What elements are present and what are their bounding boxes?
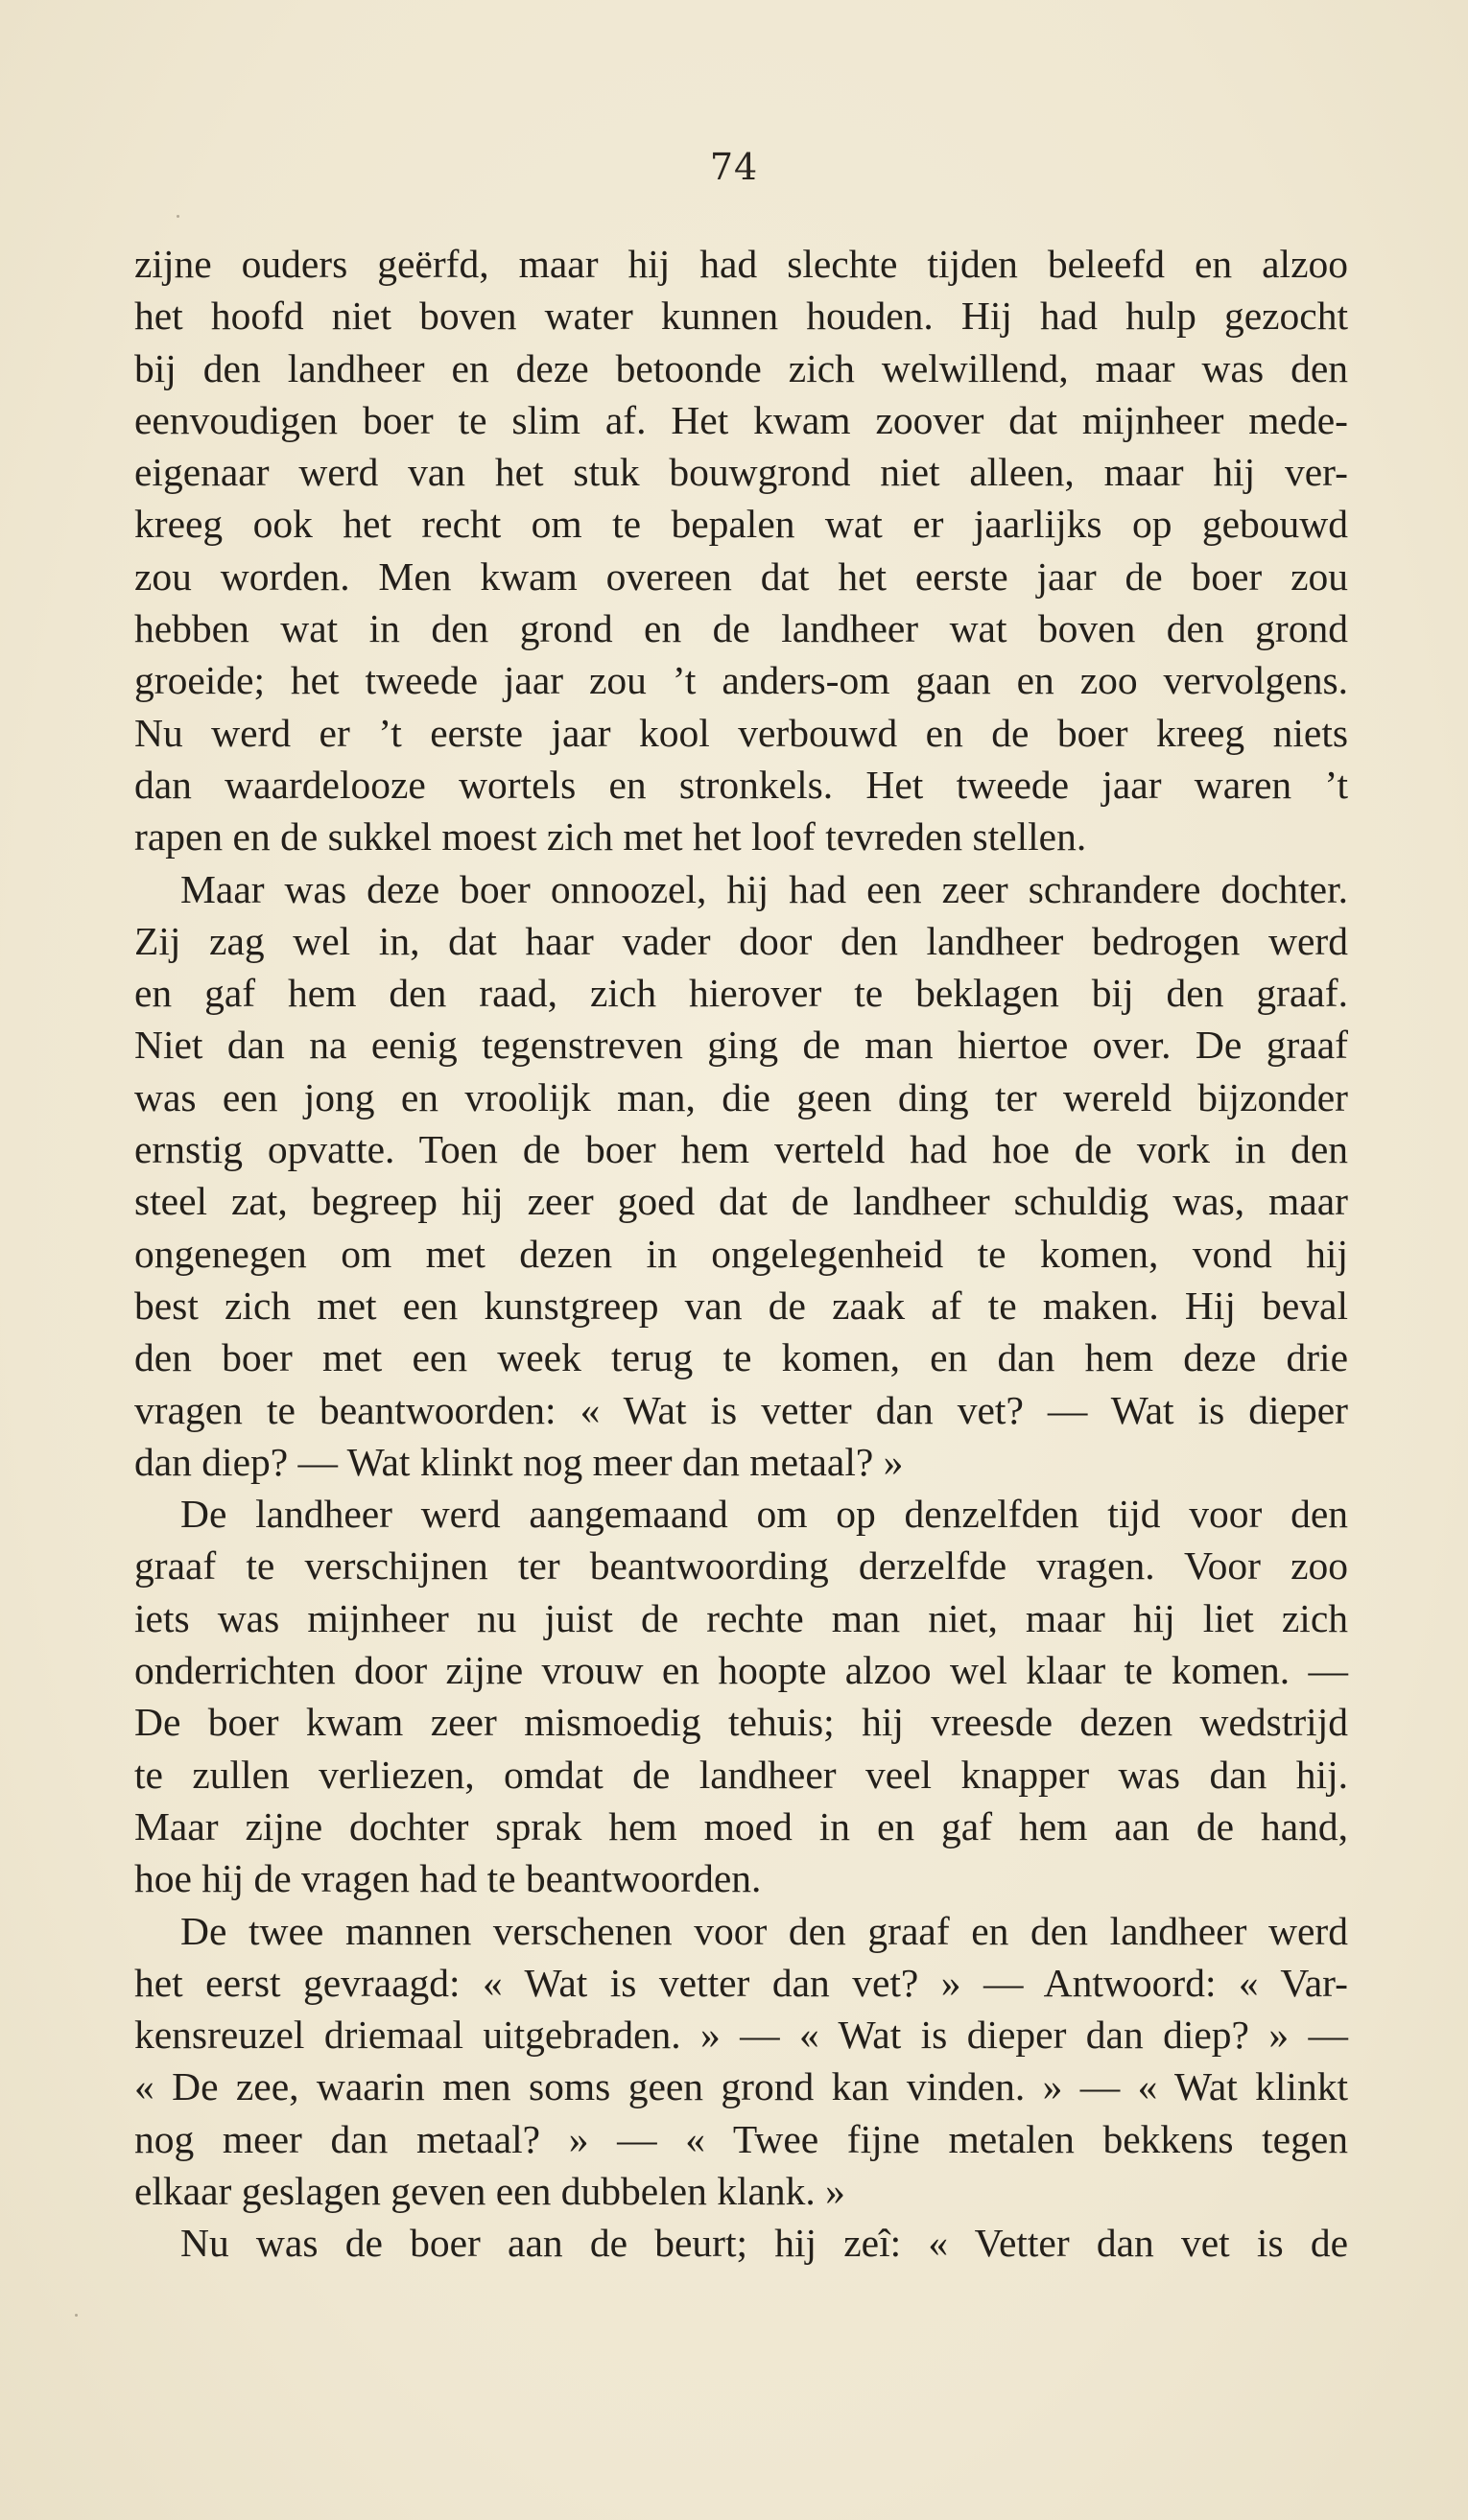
text-line: Nu was de boer aan de beurt; hij zeî: « Vetter dan vet is de: [180, 2221, 1348, 2266]
text-line: bij den landheer en deze betoonde zich welwillend, maar was den: [134, 345, 1348, 390]
text-line: Maar was deze boer onnoozel, hij had een zeer schrandere dochter.: [180, 866, 1348, 911]
text-line: ernstig opvatte. Toen de boer hem verteld had hoe de vork in den: [134, 1127, 1348, 1172]
text-line: iets was mijnheer nu juist de rechte man niet, maar hij liet zich: [134, 1595, 1348, 1640]
text-line: kreeg ook het recht om te bepalen wat er jaarlijks op gebouwd: [134, 502, 1348, 547]
text-line: het hoofd niet boven water kunnen houden. Hij had hulp gezocht: [134, 294, 1348, 339]
text-line: onderrichten door zijne vrouw en hoopte alzoo wel klaar te komen. —: [134, 1648, 1348, 1693]
body-text: [134, 238, 1348, 2270]
text-line: « De zee, waarin men soms geen grond kan vinden. » — « Wat klinkt: [134, 2064, 1348, 2109]
page-number: 74: [709, 146, 759, 188]
text-line: De landheer werd aangemaand om op denzelfden tijd voor den: [180, 1492, 1348, 1537]
text-line: elkaar geslagen geven een dubbelen klank. »: [134, 2168, 845, 2213]
text-line: dan diep? — Wat klinkt nog meer dan metaal? »: [134, 1439, 904, 1484]
text-line: nog meer dan metaal? » — « Twee fijne metalen bekkens tegen: [134, 2116, 1348, 2161]
text-line: Nu werd er ’t eerste jaar kool verbouwd en de boer kreeg niets: [134, 710, 1348, 755]
text-line: ongenegen om met dezen in ongelegenheid te komen, vond hij: [134, 1231, 1348, 1276]
paper-speck: [75, 2314, 78, 2317]
text-line: kensreuzel driemaal uitgebraden. » — « Wat is dieper dan diep? » —: [134, 2013, 1348, 2058]
text-line: De twee mannen verschenen voor den graaf en den landheer werd: [180, 1908, 1348, 1953]
text-line: eenvoudigen boer te slim af. Het kwam zoover dat mijnheer mede-: [134, 397, 1348, 442]
text-line: groeide; het tweede jaar zou ’t anders-om gaan en zoo vervolgens.: [134, 658, 1348, 703]
text-line: hoe hij de vragen had te beantwoorden.: [134, 1856, 762, 1901]
text-line: best zich met een kunstgreep van de zaak af te maken. Hij beval: [134, 1283, 1348, 1328]
text-line: De boer kwam zeer mismoedig tehuis; hij vreesde dezen wedstrijd: [134, 1700, 1348, 1745]
text-line: eigenaar werd van het stuk bouwgrond niet alleen, maar hij ver-: [134, 450, 1348, 495]
text-line: zijne ouders geërfd, maar hij had slechte tijden beleefd en alzoo: [134, 242, 1348, 286]
text-line: vragen te beantwoorden: « Wat is vetter dan vet? — Wat is dieper: [134, 1387, 1348, 1432]
text-line: het eerst gevraagd: « Wat is vetter dan vet? » — Antwoord: « Var-: [134, 1960, 1348, 2005]
text-line: Maar zijne dochter sprak hem moed in en gaf hem aan de hand,: [134, 1803, 1348, 1849]
text-line: dan waardelooze wortels en stronkels. Het tweede jaar waren ’t: [134, 762, 1348, 807]
text-line: steel zat, begreep hij zeer goed dat de landheer schuldig was, maar: [134, 1179, 1348, 1224]
text-line: zou worden. Men kwam overeen dat het eerste jaar de boer zou: [134, 553, 1348, 599]
text-line: graaf te verschijnen ter beantwoording derzelfde vragen. Voor zoo: [134, 1543, 1348, 1589]
text-line: rapen en de sukkel moest zich met het loof tevreden stellen.: [134, 814, 1087, 860]
text-line: te zullen verliezen, omdat de landheer veel knapper was dan hij.: [134, 1752, 1348, 1797]
text-line: hebben wat in den grond en de landheer wat boven den grond: [134, 606, 1348, 651]
text-line: en gaf hem den raad, zich hierover te beklagen bij den graaf.: [134, 971, 1348, 1016]
text-line: Zij zag wel in, dat haar vader door den landheer bedrogen werd: [134, 918, 1348, 963]
text-line: was een jong en vroolijk man, die geen ding ter wereld bijzonder: [134, 1074, 1348, 1119]
text-line: den boer met een week terug te komen, en dan hem deze drie: [134, 1335, 1348, 1380]
paper-speck: [177, 215, 179, 218]
text-line: Niet dan na eenig tegenstreven ging de man hiertoe over. De graaf: [134, 1023, 1348, 1068]
